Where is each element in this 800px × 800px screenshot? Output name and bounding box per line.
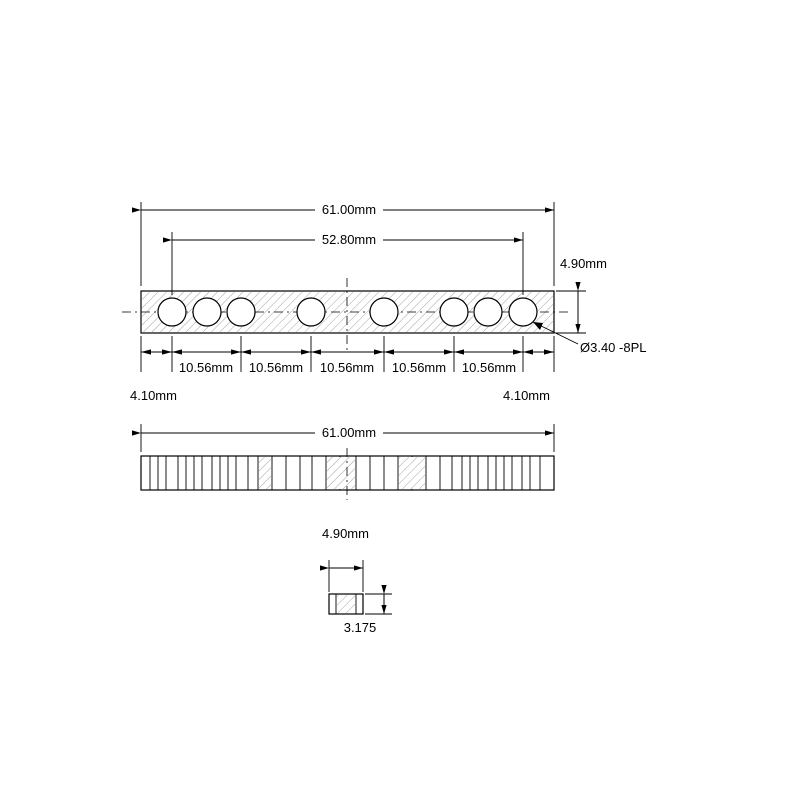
dim-label-end-margin-left: 4.10mm bbox=[130, 388, 177, 403]
dim-label-overall-length-top: 61.00mm bbox=[321, 202, 377, 217]
hole-7 bbox=[474, 298, 502, 326]
side-view bbox=[141, 423, 554, 500]
dim-label-width-top-view: 4.90mm bbox=[560, 256, 607, 271]
pitch-chain bbox=[141, 336, 554, 375]
pitch-arrow-k bbox=[513, 349, 523, 354]
dim-label-pitch-1: 10.56mm bbox=[178, 360, 234, 375]
pitch-arrow-start bbox=[141, 349, 151, 354]
pitch-arrow-c bbox=[231, 349, 241, 354]
dim-label-end-margin-right: 4.10mm bbox=[503, 388, 550, 403]
dim-label-hole-callout: Ø3.40 -8PL bbox=[580, 340, 647, 355]
dim-label-pitch-2: 10.56mm bbox=[248, 360, 304, 375]
dim-label-width-end-view: 4.90mm bbox=[322, 526, 369, 541]
hole-1 bbox=[158, 298, 186, 326]
hole-4 bbox=[297, 298, 325, 326]
dim-label-overall-length-side: 61.00mm bbox=[321, 425, 377, 440]
pitch-arrow-f bbox=[311, 349, 321, 354]
dim-label-thickness-end-view: 3.175 bbox=[343, 620, 377, 635]
dim-label-pitch-3: 10.56mm bbox=[319, 360, 375, 375]
dim-label-pitch-5: 10.56mm bbox=[461, 360, 517, 375]
pitch-arrow-g bbox=[374, 349, 384, 354]
hole-2 bbox=[193, 298, 221, 326]
dim-label-pitch-4: 10.56mm bbox=[391, 360, 447, 375]
pitch-arrow-l bbox=[523, 349, 533, 354]
pitch-arrow-d bbox=[241, 349, 251, 354]
hole-8 bbox=[509, 298, 537, 326]
pitch-arrow-e bbox=[301, 349, 311, 354]
pitch-arrow-h bbox=[384, 349, 394, 354]
end-view bbox=[322, 526, 392, 635]
pitch-arrow-end bbox=[544, 349, 554, 354]
pitch-arrow-j bbox=[454, 349, 464, 354]
hole-3 bbox=[227, 298, 255, 326]
top-view bbox=[122, 200, 647, 403]
dim-label-hole-span-top: 52.80mm bbox=[321, 232, 377, 247]
pitch-arrow-i bbox=[444, 349, 454, 354]
hole-5 bbox=[370, 298, 398, 326]
hole-6 bbox=[440, 298, 468, 326]
pitch-arrow-b bbox=[172, 349, 182, 354]
pitch-arrow-a bbox=[162, 349, 172, 354]
